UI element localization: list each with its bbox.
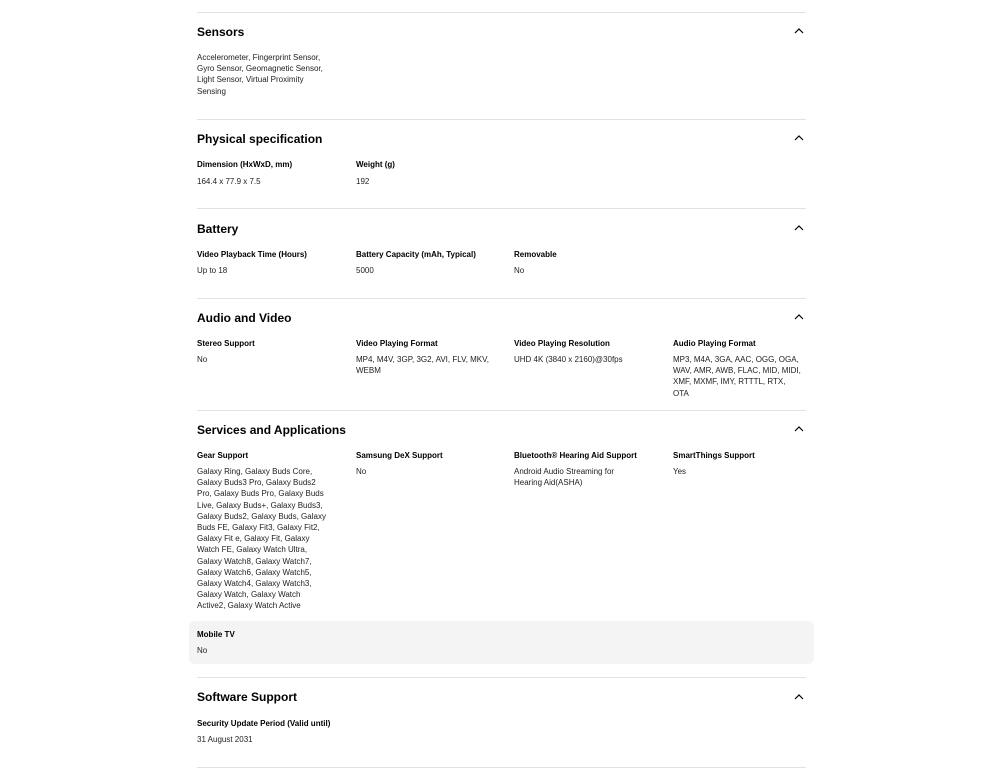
section-divider (197, 677, 806, 678)
section-divider (197, 767, 806, 768)
chevron-up-icon[interactable] (793, 311, 805, 323)
spec-value-smartthings-support: Yes (673, 467, 687, 476)
section-title-software[interactable]: Software Support (197, 690, 298, 704)
spec-label-battery-capacity: Battery Capacity (mAh, Typical) (356, 250, 476, 259)
spec-label-removable: Removable (514, 250, 557, 259)
spec-value-mobile-tv: No (197, 646, 208, 655)
section-divider (197, 12, 806, 13)
spec-value-sensors: Accelerometer, Fingerprint Sensor, Gyro Sensor, Geomagnetic Sensor, Light Sensor, Virtual Proximity Sensing (197, 53, 323, 96)
spec-value-dimension: 164.4 x 77.9 x 7.5 (197, 177, 261, 186)
spec-label-video-playing-format: Video Playing Format (356, 339, 438, 348)
section-divider (197, 298, 806, 299)
spec-label-hearing-aid-support: Bluetooth® Hearing Aid Support (514, 451, 637, 460)
spec-value-samsung-dex-support: No (356, 467, 367, 476)
spec-value-hearing-aid-support: Android Audio Streaming for Hearing Aid(ASHA) (514, 467, 615, 488)
spec-label-security-update-period: Security Update Period (Valid until) (197, 719, 331, 728)
chevron-up-icon[interactable] (793, 423, 805, 435)
spec-value-battery-capacity: 5000 (356, 266, 374, 275)
spec-value-security-update-period: 31 August 2031 (197, 735, 253, 744)
spec-label-audio-playing-format: Audio Playing Format (673, 339, 756, 348)
section-title-battery[interactable]: Battery (197, 222, 239, 236)
spec-label-mobile-tv: Mobile TV (197, 630, 235, 639)
spec-value-gear-support: Galaxy Ring, Galaxy Buds Core, Galaxy Buds3 Pro, Galaxy Buds2 Pro, Galaxy Buds Pro, Galaxy Buds Live, Galaxy Buds+, Galaxy Buds3, Galaxy Buds2, Galaxy Buds, Galaxy Buds FE, Galaxy Fit3, Galaxy Fit2, Galaxy Fit e, Galaxy Fit, Galaxy Watch FE, Galaxy Watch Ultra, Galaxy Watch8, Galaxy Watch7, Galaxy Watch6, Galaxy Watch5, Galaxy Watch4, Galaxy Watch3, Galaxy Watch, Galaxy Watch Active2, Galaxy Watch Active (197, 467, 326, 611)
section-divider (197, 119, 806, 120)
section-title-services[interactable]: Services and Applications (197, 423, 346, 437)
spec-row-mobile-tv (189, 621, 814, 664)
spec-value-removable: No (514, 266, 525, 275)
chevron-up-icon[interactable] (793, 132, 805, 144)
spec-label-video-playing-resolution: Video Playing Resolution (514, 339, 610, 348)
section-divider (197, 208, 806, 209)
spec-value-stereo-support: No (197, 355, 208, 364)
section-title-physical[interactable]: Physical specification (197, 132, 323, 146)
spec-label-stereo-support: Stereo Support (197, 339, 255, 348)
spec-value-video-playing-format: MP4, M4V, 3GP, 3G2, AVI, FLV, MKV, WEBM (356, 355, 489, 376)
spec-label-gear-support: Gear Support (197, 451, 249, 460)
spec-label-dimension: Dimension (HxWxD, mm) (197, 160, 293, 169)
spec-value-video-playback-time: Up to 18 (197, 266, 228, 275)
section-title-audio-video[interactable]: Audio and Video (197, 311, 292, 325)
spec-label-smartthings-support: SmartThings Support (673, 451, 755, 460)
chevron-up-icon[interactable] (793, 691, 805, 703)
spec-value-video-playing-resolution: UHD 4K (3840 x 2160)@30fps (514, 355, 623, 364)
chevron-up-icon[interactable] (793, 25, 805, 37)
spec-value-weight: 192 (356, 177, 370, 186)
spec-label-weight: Weight (g) (356, 160, 395, 169)
spec-value-audio-playing-format: MP3, M4A, 3GA, AAC, OGG, OGA, WAV, AMR, AWB, FLAC, MID, MIDI, XMF, MXMF, IMY, RTTTL, RTX, OTA (673, 355, 801, 398)
chevron-up-icon[interactable] (793, 222, 805, 234)
section-divider (197, 410, 806, 411)
spec-label-samsung-dex-support: Samsung DeX Support (356, 451, 443, 460)
section-title-sensors[interactable]: Sensors (197, 25, 245, 39)
spec-label-video-playback-time: Video Playback Time (Hours) (197, 250, 307, 259)
